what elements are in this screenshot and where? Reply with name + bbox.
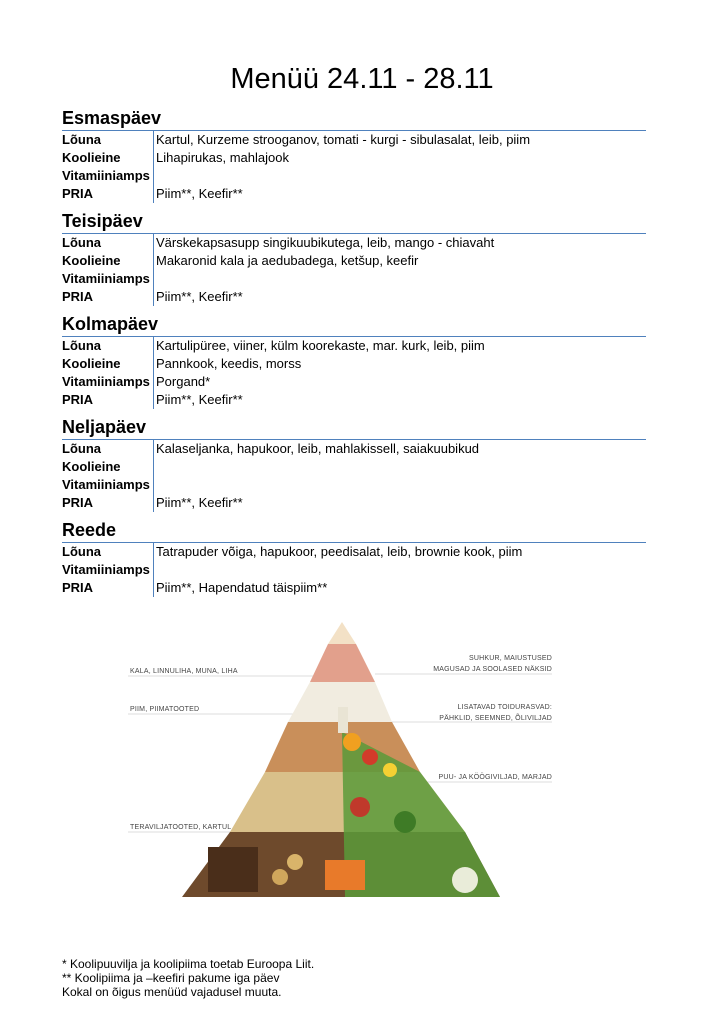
menu-row — [62, 167, 646, 185]
day-section — [62, 211, 646, 306]
meal-value: Piim**, Hapendatud täispiim** — [153, 579, 646, 597]
pyramid-label: TERAVILJATOOTED, KARTUL — [130, 824, 232, 831]
meal-value: Porgand* — [153, 373, 646, 391]
day-section — [62, 314, 646, 409]
day-section — [62, 520, 646, 597]
vegetable-carrots-icon — [325, 860, 365, 890]
meal-value: Lihapirukas, mahlajook — [153, 149, 646, 167]
pyramid-label: PIIM, PIIMATOOTED — [130, 706, 200, 713]
meal-value — [153, 476, 646, 494]
pyramid-label: SUHKUR, MAIUSTUSED — [469, 655, 552, 662]
menu-row — [62, 270, 646, 288]
vegetable-pepper-icon — [350, 797, 370, 817]
menu-row — [62, 440, 646, 458]
day-heading: Kolmapäev — [62, 314, 646, 337]
meal-value: Pannkook, keedis, morss — [153, 355, 646, 373]
menu-row — [62, 543, 646, 561]
meal-label: Vitamiiniamps — [62, 477, 150, 492]
bread-loaf-icon — [208, 847, 258, 892]
meal-value: Kartul, Kurzeme strooganov, tomati - kurgi - sibulasalat, leib, piim — [153, 131, 646, 149]
pyramid-label: MAGUSAD JA SOOLASED NÄKSID — [433, 666, 552, 673]
day-heading: Reede — [62, 520, 646, 543]
menu-row — [62, 149, 646, 167]
day-section — [62, 417, 646, 512]
meal-label: Koolieine — [62, 150, 121, 165]
vegetable-potato-icon — [287, 854, 303, 870]
fruit-lemon-icon — [383, 763, 397, 777]
menu-row — [62, 494, 646, 512]
pyramid-label: KALA, LINNULIHA, MUNA, LIHA — [130, 668, 238, 675]
meal-label: Vitamiiniamps — [62, 168, 150, 183]
menu-row — [62, 131, 646, 149]
vegetable-cabbage-icon — [452, 867, 478, 893]
meal-label: Vitamiiniamps — [62, 562, 150, 577]
meal-label: PRIA — [62, 289, 94, 304]
footnote: ** Koolipiima ja –keefiri pakume iga päev — [62, 971, 280, 985]
meal-label: PRIA — [62, 580, 94, 595]
meal-label: Lõuna — [62, 338, 101, 353]
meal-value: Piim**, Keefir** — [153, 185, 646, 203]
meal-label: PRIA — [62, 392, 94, 407]
milk-bottle-icon — [338, 707, 348, 733]
meal-value: Värskekapsasupp singikuubikutega, leib, mango - chiavaht — [153, 234, 646, 252]
meal-value — [153, 270, 646, 288]
meal-label: Lõuna — [62, 544, 101, 559]
menu-days — [62, 108, 646, 605]
meal-label: Vitamiiniamps — [62, 271, 150, 286]
meal-value — [153, 167, 646, 185]
menu-row — [62, 185, 646, 203]
pyramid-top-sweets — [328, 622, 356, 644]
pyramid-meat-layer — [310, 644, 375, 682]
meal-value: Kalaseljanka, hapukoor, leib, mahlakissell, saiakuubikud — [153, 440, 646, 458]
menu-row — [62, 252, 646, 270]
menu-row — [62, 373, 646, 391]
menu-row — [62, 458, 646, 476]
menu-row — [62, 288, 646, 306]
fruit-orange-icon — [343, 733, 361, 751]
menu-row — [62, 234, 646, 252]
page-title: Menüü 24.11 - 28.11 — [230, 63, 494, 95]
vegetable-broccoli-icon — [394, 811, 416, 833]
meal-value: Piim**, Keefir** — [153, 494, 646, 512]
footnote: * Koolipuuvilja ja koolipiima toetab Euroopa Liit. — [62, 957, 315, 971]
meal-label: Vitamiiniamps — [62, 374, 150, 389]
menu-row — [62, 561, 646, 579]
pyramid-label: PÄHKLID, SEEMNED, ÕLIVILJAD — [439, 715, 552, 722]
pyramid-label: LISATAVAD TOIDURASVAD: — [457, 704, 552, 711]
meal-label: PRIA — [62, 186, 94, 201]
day-section — [62, 108, 646, 203]
menu-row — [62, 391, 646, 409]
food-pyramid-image — [120, 622, 560, 907]
day-heading: Neljapäev — [62, 417, 646, 440]
footnote: Kokal on õigus menüüd vajadusel muuta. — [62, 985, 282, 999]
footnotes — [62, 957, 314, 999]
meal-value: Makaronid kala ja aedubadega, ketšup, keefir — [153, 252, 646, 270]
meal-label: Koolieine — [62, 253, 121, 268]
meal-value: Tatrapuder võiga, hapukoor, peedisalat, leib, brownie kook, piim — [153, 543, 646, 561]
meal-value: Kartulipüree, viiner, külm koorekaste, mar. kurk, leib, piim — [153, 337, 646, 355]
meal-label: Koolieine — [62, 356, 121, 371]
meal-value — [153, 458, 646, 476]
meal-label: PRIA — [62, 495, 94, 510]
meal-value — [153, 561, 646, 579]
meal-label: Lõuna — [62, 235, 101, 250]
meal-label: Lõuna — [62, 132, 101, 147]
menu-row — [62, 337, 646, 355]
meal-label: Lõuna — [62, 441, 101, 456]
fruit-apple-icon — [362, 749, 378, 765]
menu-row — [62, 476, 646, 494]
menu-row — [62, 355, 646, 373]
meal-value: Piim**, Keefir** — [153, 288, 646, 306]
menu-row — [62, 579, 646, 597]
meal-label: Koolieine — [62, 459, 121, 474]
day-heading: Esmaspäev — [62, 108, 646, 131]
meal-value: Piim**, Keefir** — [153, 391, 646, 409]
vegetable-potato-icon — [272, 869, 288, 885]
day-heading: Teisipäev — [62, 211, 646, 234]
pyramid-label: PUU- JA KÖÖGIVILJAD, MARJAD — [438, 774, 552, 781]
